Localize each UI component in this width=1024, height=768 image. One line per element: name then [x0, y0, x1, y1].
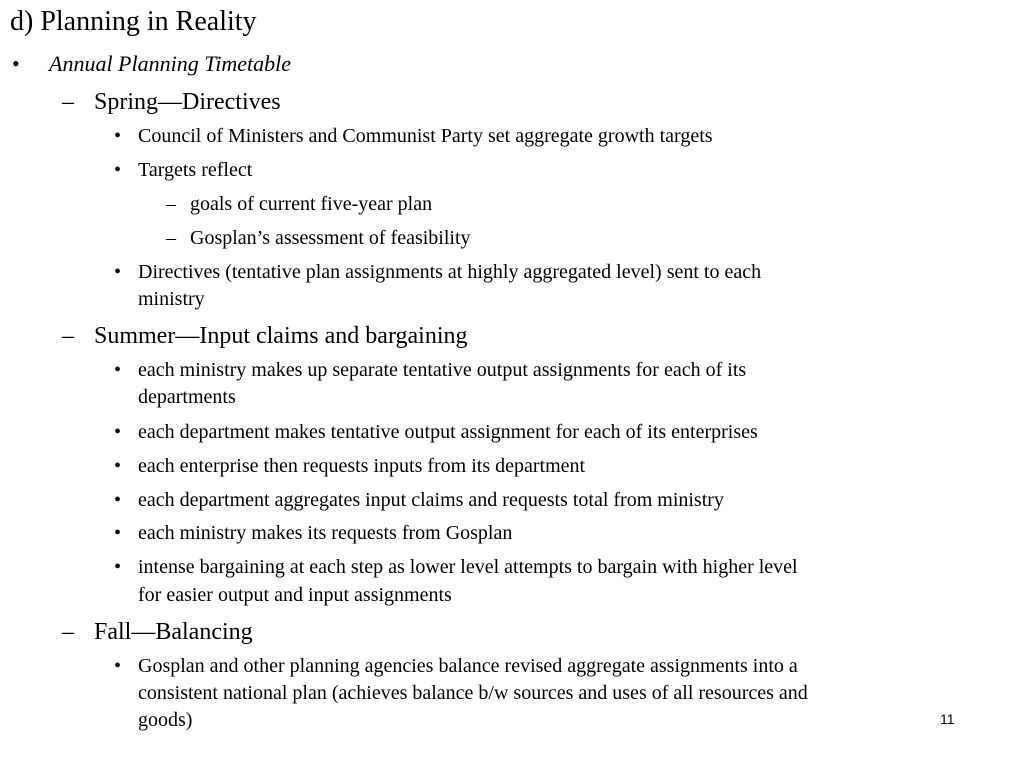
outline-text: Spring—Directives: [94, 89, 281, 115]
bullet-marker: •: [114, 655, 122, 677]
bullet-marker: •: [12, 51, 20, 76]
outline-text: Fall—Balancing: [94, 619, 253, 645]
outline-text: each enterprise then requests inputs from its department: [138, 455, 586, 477]
page-number: 11: [940, 711, 955, 727]
bullet-marker: •: [114, 359, 122, 381]
outline-text: Targets reflect: [138, 159, 253, 181]
bullet-marker: •: [114, 455, 122, 477]
bullet-marker: •: [114, 125, 122, 147]
outline-text: goals of current five-year plan: [190, 193, 433, 215]
outline-text: each department aggregates input claims and requests total from ministry: [138, 489, 724, 511]
bullet-marker: •: [114, 421, 122, 443]
outline-text: ministry: [138, 288, 205, 310]
outline-text: departments: [138, 386, 236, 408]
outline-text: Directives (tentative plan assignments at highly aggregated level) sent to each: [138, 261, 762, 283]
bullet-marker: •: [114, 522, 122, 544]
outline-text: Gosplan and other planning agencies balance revised aggregate assignments into a: [138, 655, 798, 677]
outline-text: each department makes tentative output assignment for each of its enterprises: [138, 421, 758, 443]
bullet-marker: •: [114, 261, 122, 283]
outline-text: Council of Ministers and Communist Party set aggregate growth targets: [138, 125, 713, 147]
slide-title: d) Planning in Reality: [10, 6, 257, 37]
outline-text: Annual Planning Timetable: [49, 51, 291, 76]
outline-text: each ministry makes its requests from Gosplan: [138, 522, 513, 544]
outline-text: each ministry makes up separate tentative output assignments for each of its: [138, 359, 747, 381]
dash-marker: –: [166, 227, 176, 249]
outline-text: for easier output and input assignments: [138, 584, 452, 606]
outline-text: consistent national plan (achieves balance b/w sources and uses of all resources and: [138, 682, 808, 704]
outline-text: goods): [138, 709, 193, 731]
bullet-marker: •: [114, 489, 122, 511]
outline-text: intense bargaining at each step as lower level attempts to bargain with higher level: [138, 556, 798, 578]
outline-text: Summer—Input claims and bargaining: [94, 323, 468, 349]
bullet-marker: •: [114, 556, 122, 578]
dash-marker: –: [62, 89, 74, 115]
dash-marker: –: [62, 323, 74, 349]
outline-text: Gosplan’s assessment of feasibility: [190, 227, 471, 249]
bullet-marker: •: [114, 159, 122, 181]
dash-marker: –: [166, 193, 176, 215]
dash-marker: –: [62, 619, 74, 645]
